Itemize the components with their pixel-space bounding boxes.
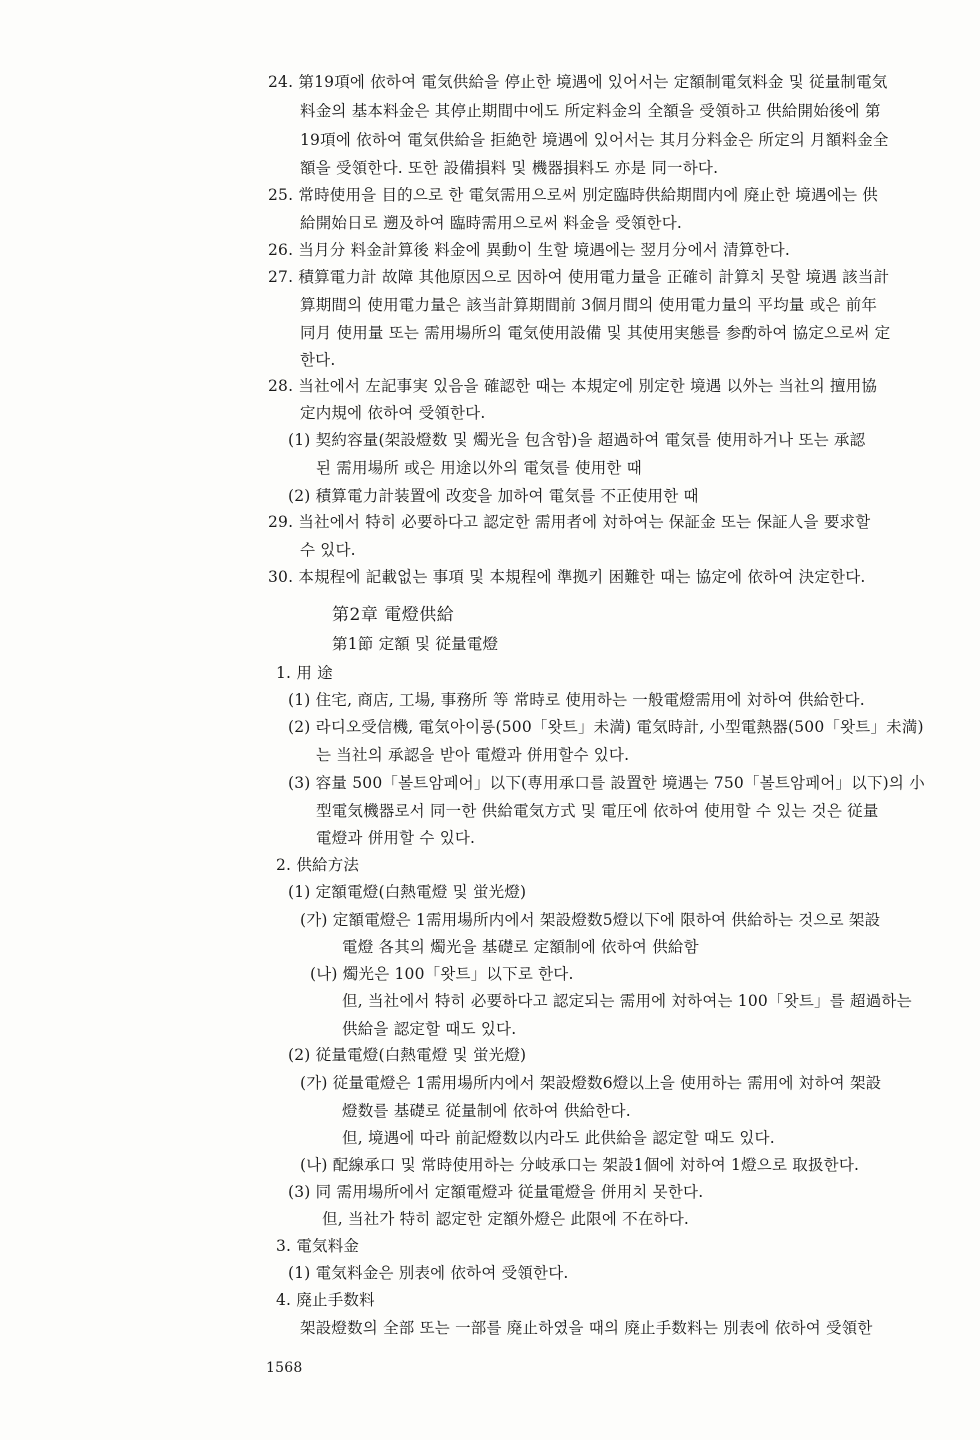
page-number: 1568 [266,1360,303,1376]
text-line: 算期間의 使用電力量은 該当計算期間前 3個月間의 使用電力量의 平均量 或은 前年 [300,296,878,314]
text-line: 24. 第19項에 依하여 電気供給을 停止한 境遇에 있어서는 定額制電気料金 및 従量制電気 [268,73,888,91]
text-line: (2) 積算電力計装置에 改変을 加하여 電気를 不正使用한 때 [288,487,699,505]
chapter-heading: 第2章 電燈供給 [332,605,455,625]
text-line: 架設燈数의 全部 또는 一部를 廃止하였을 때의 廃止手数料는 別表에 依하여 受領한 [300,1319,873,1337]
text-line: (1) 契約容量(架設燈数 및 燭光을 包含함)을 超過하여 電気를 使用하거나 또는 承認 [288,431,866,449]
text-line: 19項에 依하여 電気供給을 拒絶한 境遇에 있어서는 其月分料金은 所定의 月額料金全 [300,131,889,149]
text-line: 2. 供給方法 [276,856,360,874]
text-line: 燈数를 基礎로 従量制에 依하여 供給한다. [342,1102,631,1120]
text-line: 電燈과 併用할 수 있다. [316,829,476,847]
text-line: 同月 使用量 또는 需用場所의 電気使用設備 및 其使用実態를 参酌하여 協定으로써 定 [300,324,891,342]
section-heading: 第1節 定額 및 従量電燈 [332,635,499,653]
text-line: (1) 住宅, 商店, 工場, 事務所 等 常時로 使用하는 一般電燈需用에 対하여 供給한다. [288,691,865,709]
text-line: 型電気機器로서 同一한 供給電気方式 및 電圧에 依하여 使用할 수 있는 것은 従量 [316,802,879,820]
text-line: (1) 電気料金은 別表에 依하여 受領한다. [288,1264,569,1282]
text-line: 額을 受領한다. 또한 設備損料 및 機器損料도 亦是 同一하다. [300,159,719,177]
text-line: 電燈 各其의 燭光을 基礎로 定額制에 依하여 供給함 [342,938,699,956]
text-line: 29. 当社에서 特히 必要하다고 認定한 需用者에 対하여는 保証金 또는 保証人을 要求할 [268,513,871,531]
text-line: (3) 同 需用場所에서 定額電燈과 従量電燈을 併用치 못한다. [288,1183,704,1201]
text-line: (가) 従量電燈은 1需用場所内에서 架設燈数6燈以上을 使用하는 需用에 対하여 架設 [300,1074,882,1092]
text-line: 4. 廃止手数料 [276,1291,375,1309]
text-line: 但, 当社에서 特히 必要하다고 認定되는 需用에 対하여는 100「왓트」를 超過하는 [342,992,912,1010]
text-line: 30. 本規程에 記載없는 事項 및 本規程에 準拠키 困難한 때는 協定에 依하여 決定한다. [268,568,866,586]
text-line: 된 需用場所 或은 用途以外의 電気를 使用한 때 [316,459,642,477]
text-line: 한다. [300,351,336,369]
text-line: 但, 境遇에 따라 前記燈数以内라도 此供給을 認定할 때도 있다. [342,1129,775,1147]
text-line: 定内規에 依하여 受領한다. [300,404,486,422]
text-line: 26. 当月分 料金計算後 料金에 異動이 生할 境遇에는 翌月分에서 清算한다. [268,241,790,259]
text-line: 3. 電気料金 [276,1237,360,1255]
text-line: 25. 常時使用을 目的으로 한 電気需用으로써 別定臨時供給期間内에 廃止한 境遇에는 供 [268,186,878,204]
text-line: (2) 従量電燈(白熱電燈 및 蛍光燈) [288,1046,527,1064]
text-line: (1) 定額電燈(白熱電燈 및 蛍光燈) [288,883,527,901]
text-line: 27. 積算電力計 故障 其他原因으로 因하여 使用電力量을 正確히 計算치 못할 境遇 該当計 [268,268,890,286]
text-line: 料金의 基本料金은 其停止期間中에도 所定料金의 全額을 受領하고 供給開始後에 第 [300,102,881,120]
text-line: (나) 燭光은 100「왓트」以下로 한다. [310,965,574,983]
text-line: (3) 容量 500「볼트암페어」以下(専用承口를 設置한 境遇는 750「볼트암페어」以下)의 小 [288,774,925,792]
text-line: 수 있다. [300,541,356,559]
text-line: 1. 用 途 [276,664,333,682]
text-line: (가) 定額電燈은 1需用場所内에서 架設燈数5燈以下에 限하여 供給하는 것으로 架設 [300,911,881,929]
text-line: (나) 配線承口 및 常時使用하는 分岐承口는 架設1個에 対하여 1燈으로 取扱한다. [300,1156,860,1174]
text-line: 28. 当社에서 左記事実 있음을 確認한 때는 本規定에 別定한 境遇 以外는 当社의 擅用協 [268,377,878,395]
text-line: 給開始日로 遡及하여 臨時需用으로써 料金을 受領한다. [300,214,682,232]
text-line: 但, 当社가 特히 認定한 定額外燈은 此限에 不在하다. [322,1210,690,1228]
text-line: (2) 라디오受信機, 電気아이롱(500「왓트」未満) 電気時計, 小型電熱器(500「왓트」未満) [288,718,924,736]
text-line: 는 当社의 承認을 받아 電燈과 併用할수 있다. [316,746,630,764]
text-line: 供給을 認定할 때도 있다. [342,1020,517,1038]
